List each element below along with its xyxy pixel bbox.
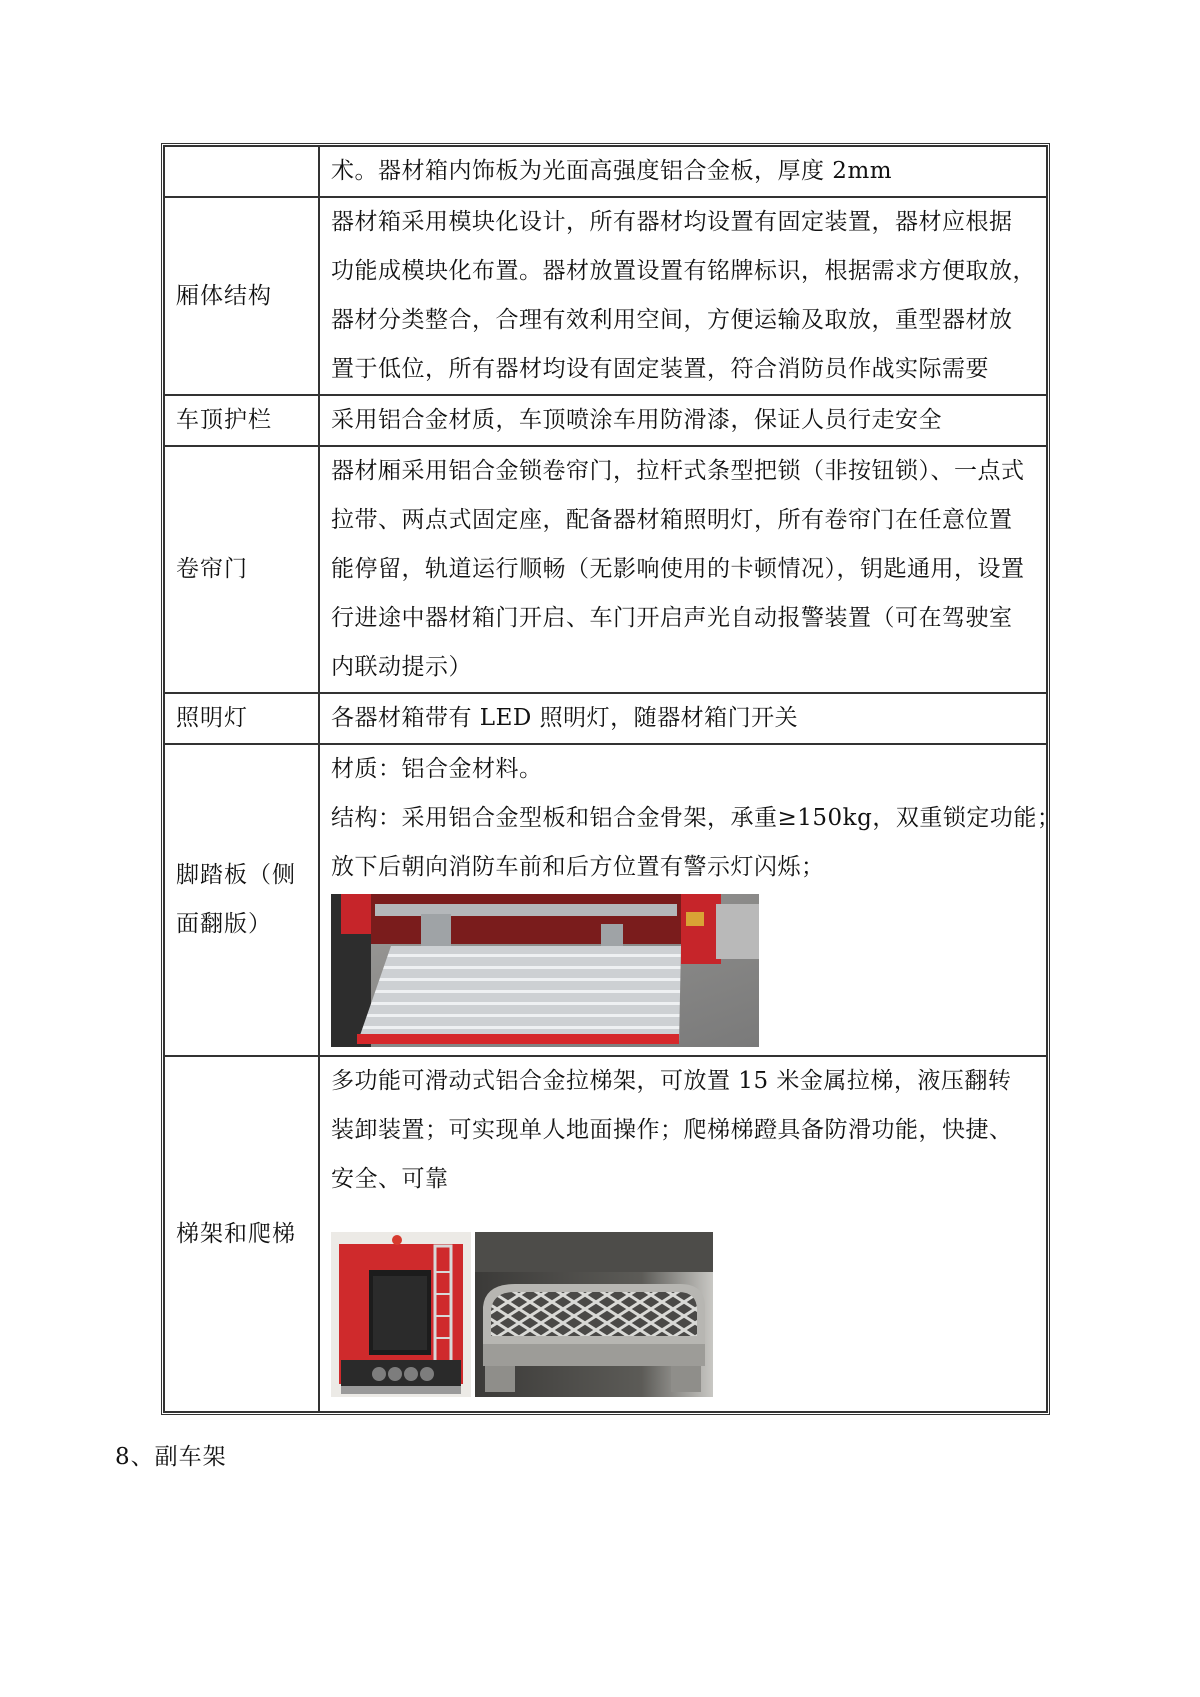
content-line: 器材箱采用模块化设计，所有器材均设置有固定装置，器材应根据 <box>331 209 1013 235</box>
image-row <box>331 1204 1035 1411</box>
section-heading: 8、副车架 <box>115 1444 227 1470</box>
content-line: 各器材箱带有 LED 照明灯，随器材箱门开关 <box>331 705 799 731</box>
table-row <box>164 1056 1047 1412</box>
truck-rear-ladder-photo <box>331 1232 471 1397</box>
spec-table <box>161 143 1061 1415</box>
row-content <box>319 446 1047 693</box>
table-row <box>164 693 1047 744</box>
content-line: 放下后朝向消防车前和后方位置有警示灯闪烁； <box>331 854 825 880</box>
content-line: 内联动提示） <box>331 654 472 680</box>
ladder-step-tread-photo <box>475 1232 713 1397</box>
content-line: 多功能可滑动式铝合金拉梯架，可放置 15 米金属拉梯，液压翻转 <box>331 1068 1012 1094</box>
table-row <box>164 744 1047 1056</box>
content-line: 安全、可靠 <box>331 1166 449 1192</box>
content-line: 行进途中器材箱门开启、车门开启声光自动报警装置（可在驾驶室 <box>331 605 1013 631</box>
table-row <box>164 197 1047 395</box>
content-line: 术。器材箱内饰板为光面高强度铝合金板，厚度 2mm <box>331 158 893 184</box>
row-label: 照明灯 <box>164 693 319 744</box>
content-line: 能停留，轨道运行顺畅（无影响使用的卡顿情况），钥匙通用，设置 <box>331 556 1025 582</box>
row-content <box>319 395 1047 446</box>
content-line: 器材厢采用铝合金锁卷帘门，拉杆式条型把锁（非按钮锁）、一点式 <box>331 458 1025 484</box>
table-row <box>164 395 1047 446</box>
content-line: 结构：采用铝合金型板和铝合金骨架，承重≥150kg，双重锁定功能； <box>331 805 1061 831</box>
content-line: 采用铝合金材质，车顶喷涂车用防滑漆，保证人员行走安全 <box>331 407 942 433</box>
table-row <box>164 146 1047 197</box>
content-line: 拉带、两点式固定座，配备器材箱照明灯，所有卷帘门在任意位置 <box>331 507 1013 533</box>
table-row <box>164 446 1047 693</box>
label-line: 脚踏板（侧 <box>176 862 296 888</box>
row-label: 车顶护栏 <box>164 395 319 446</box>
content-line: 置于低位，所有器材均设有固定装置，符合消防员作战实际需要 <box>331 356 989 382</box>
image-row <box>331 892 1035 1055</box>
row-label: 厢体结构 <box>164 197 319 395</box>
row-label: 梯架和爬梯 <box>164 1056 319 1412</box>
row-content <box>319 197 1047 395</box>
content-line: 材质：铝合金材料。 <box>331 756 543 782</box>
row-label <box>164 146 319 197</box>
row-content <box>319 693 1047 744</box>
content-line: 功能成模块化布置。器材放置设置有铭牌标识，根据需求方便取放， <box>331 258 1036 284</box>
content-line: 装卸装置；可实现单人地面操作；爬梯梯蹬具备防滑功能，快捷、 <box>331 1117 1013 1143</box>
row-content <box>319 146 1047 197</box>
content-line: 器材分类整合，合理有效利用空间，方便运输及取放，重型器材放 <box>331 307 1013 333</box>
label-line: 面翻版） <box>176 911 272 937</box>
row-label <box>164 744 319 1056</box>
row-label: 卷帘门 <box>164 446 319 693</box>
row-content <box>319 1056 1047 1412</box>
folding-step-photo <box>331 894 759 1047</box>
row-content <box>319 744 1061 1056</box>
